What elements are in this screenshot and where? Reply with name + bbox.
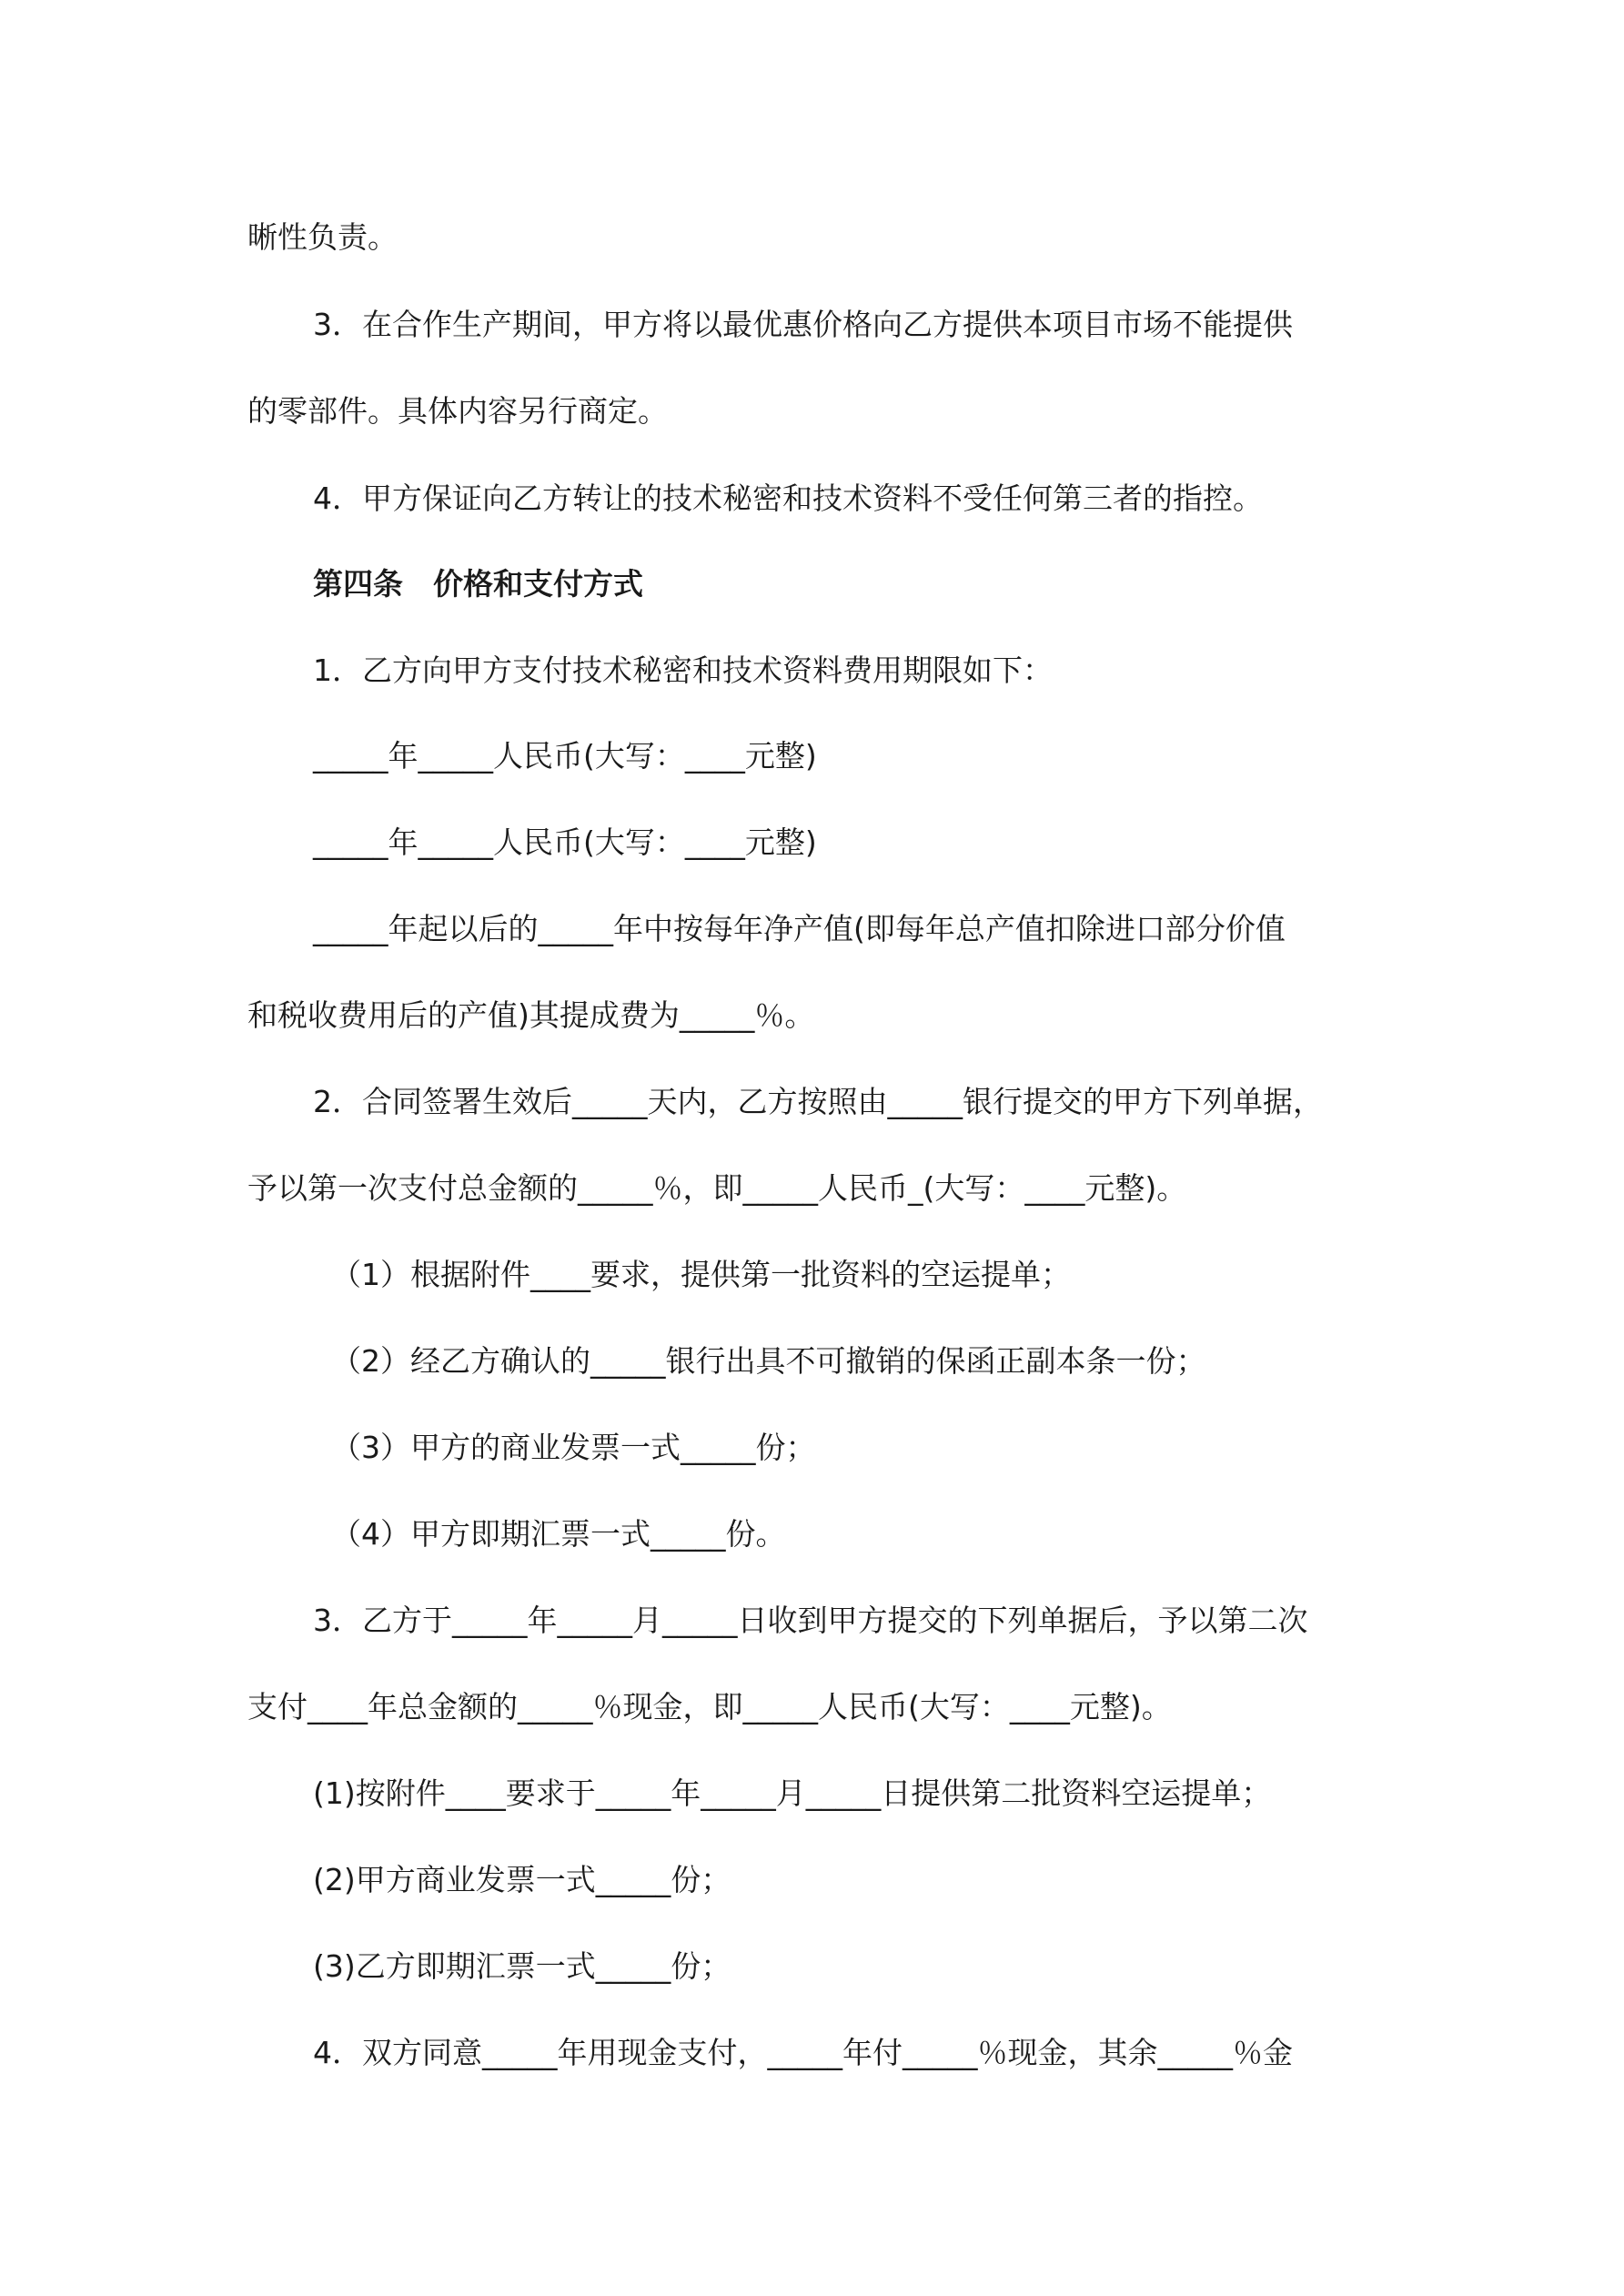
payment-clause-3-line-2: 支付____年总金额的_____％现金，即_____人民币(大写：____元整)。: [247, 1689, 1172, 1725]
document-item-4: （4）甲方即期汇票一式_____份。: [331, 1516, 786, 1552]
payment-clause-4-line-1: 4．双方同意_____年用现金支付，_____年付_____％现金，其余_____％金: [313, 2035, 1293, 2070]
second-batch-item-3: (3)乙方即期汇票一式_____份；: [313, 1948, 731, 1984]
document-item-2: （2）经乙方确认的_____银行出具不可撤销的保函正副本条一份；: [331, 1343, 1206, 1379]
royalty-line-2: 和税收费用后的产值)其提成费为_____％。: [247, 997, 815, 1033]
payment-blank-line-1: _____年_____人民币(大写：____元整): [313, 738, 817, 774]
clause-3-line-1: 3．在合作生产期间，甲方将以最优惠价格向乙方提供本项目市场不能提供: [313, 307, 1293, 342]
clause-4-line: 4．甲方保证向乙方转让的技术秘密和技术资料不受任何第三者的指控。: [313, 480, 1263, 516]
payment-clause-2-line-1: 2．合同签署生效后_____天内，乙方按照由_____银行提交的甲方下列单据，: [313, 1084, 1323, 1119]
second-batch-item-1: (1)按附件____要求于_____年_____月_____日提供第二批资料空运提单；: [313, 1775, 1272, 1811]
payment-clause-1: 1．乙方向甲方支付技术秘密和技术资料费用期限如下：: [313, 652, 1053, 688]
royalty-line-1: _____年起以后的_____年中按每年净产值(即每年总产值扣除进口部分价值: [313, 911, 1286, 946]
document-item-3: （3）甲方的商业发票一式_____份；: [331, 1430, 816, 1465]
second-batch-item-2: (2)甲方商业发票一式_____份；: [313, 1862, 731, 1897]
text-line: 晰性负责。: [247, 219, 398, 255]
payment-clause-2-line-2: 予以第一次支付总金额的_____％，即_____人民币_(大写：____元整)。: [247, 1170, 1187, 1206]
section-heading: 第四条 价格和支付方式: [313, 566, 643, 602]
document-item-1: （1）根据附件____要求，提供第一批资料的空运提单；: [331, 1257, 1071, 1292]
clause-3-line-2: 的零部件。具体内容另行商定。: [247, 393, 668, 429]
payment-clause-3-line-1: 3．乙方于_____年_____月_____日收到甲方提交的下列单据后，予以第二次: [313, 1603, 1308, 1638]
payment-blank-line-2: _____年_____人民币(大写：____元整): [313, 824, 817, 860]
